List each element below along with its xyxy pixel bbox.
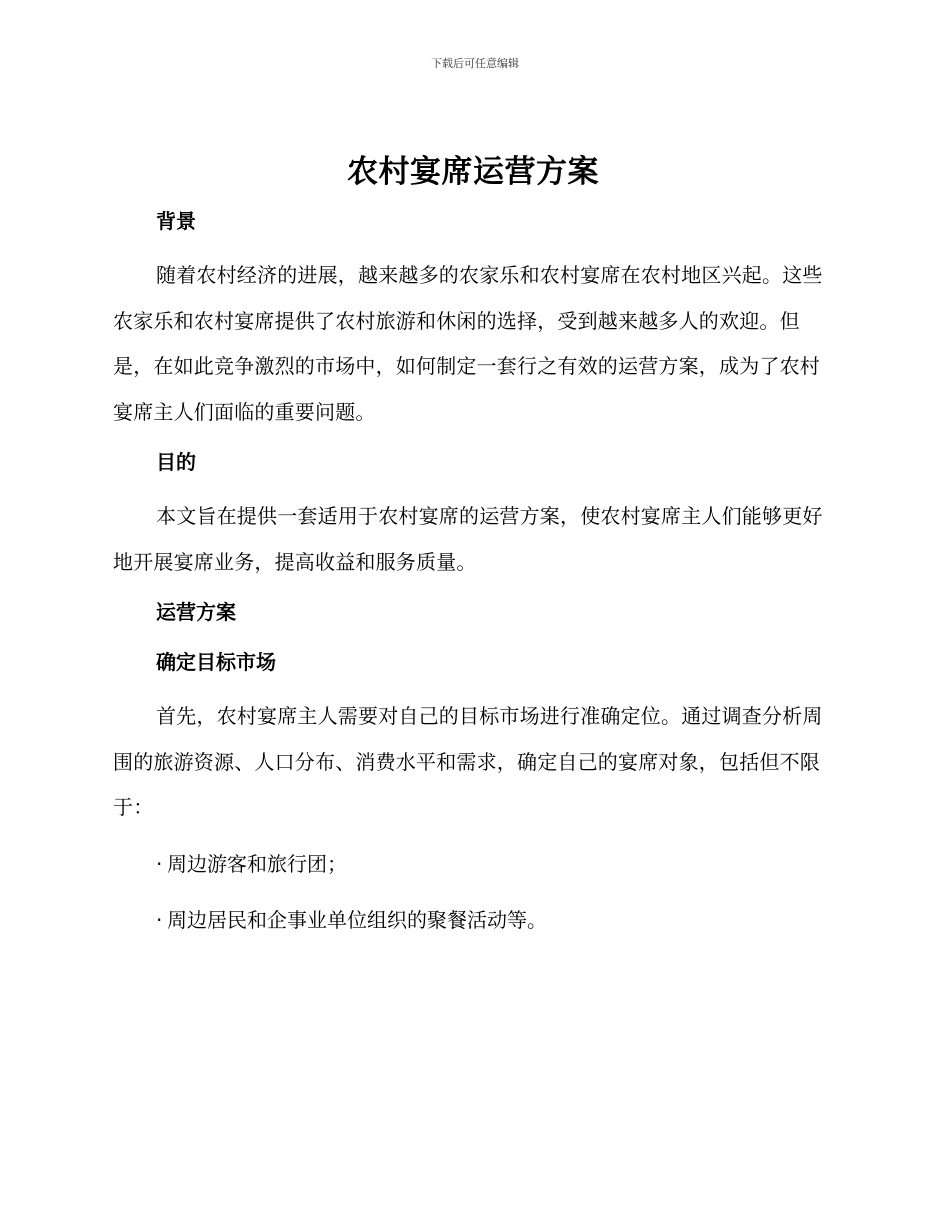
bullet-item bbox=[113, 897, 833, 943]
bullet-text: 周边游客和旅行团； bbox=[167, 851, 347, 876]
paragraph-background: 随着农村经济的进展，越来越多的农家乐和农村宴席在农村地区兴起。这些农家乐和农村宴席提供了农村旅游和休闲的选择，受到越来越多人的欢迎。但是，在如此竞争激烈的市场中，如何制定一套行之有效的运营方案，成为了农村宴席主人们面临的重要问题。 bbox=[113, 263, 823, 424]
section-heading-plan: 运营方案 bbox=[156, 600, 236, 624]
document-body bbox=[113, 150, 833, 943]
document-title: 农村宴席运营方案 bbox=[347, 154, 599, 190]
section-heading-target-market: 确定目标市场 bbox=[156, 650, 276, 674]
bullet-dot: · bbox=[156, 907, 163, 932]
bullet-dot: · bbox=[156, 851, 163, 876]
bullet-item bbox=[113, 841, 833, 887]
paragraph-target-market: 首先，农村宴席主人需要对自己的目标市场进行准确定位。通过调查分析周围的旅游资源、人口分布、消费水平和需求，确定自己的宴席对象，包括但不限于： bbox=[113, 704, 823, 819]
bullet-text: 周边居民和企事业单位组织的聚餐活动等。 bbox=[167, 907, 547, 932]
paragraph-purpose: 本文旨在提供一套适用于农村宴席的运营方案，使农村宴席主人们能够更好地开展宴席业务，提高收益和服务质量。 bbox=[113, 504, 823, 574]
section-heading-background: 背景 bbox=[156, 209, 196, 233]
section-heading-purpose: 目的 bbox=[156, 450, 196, 474]
header-note: 下载后可任意编辑 bbox=[431, 57, 519, 70]
